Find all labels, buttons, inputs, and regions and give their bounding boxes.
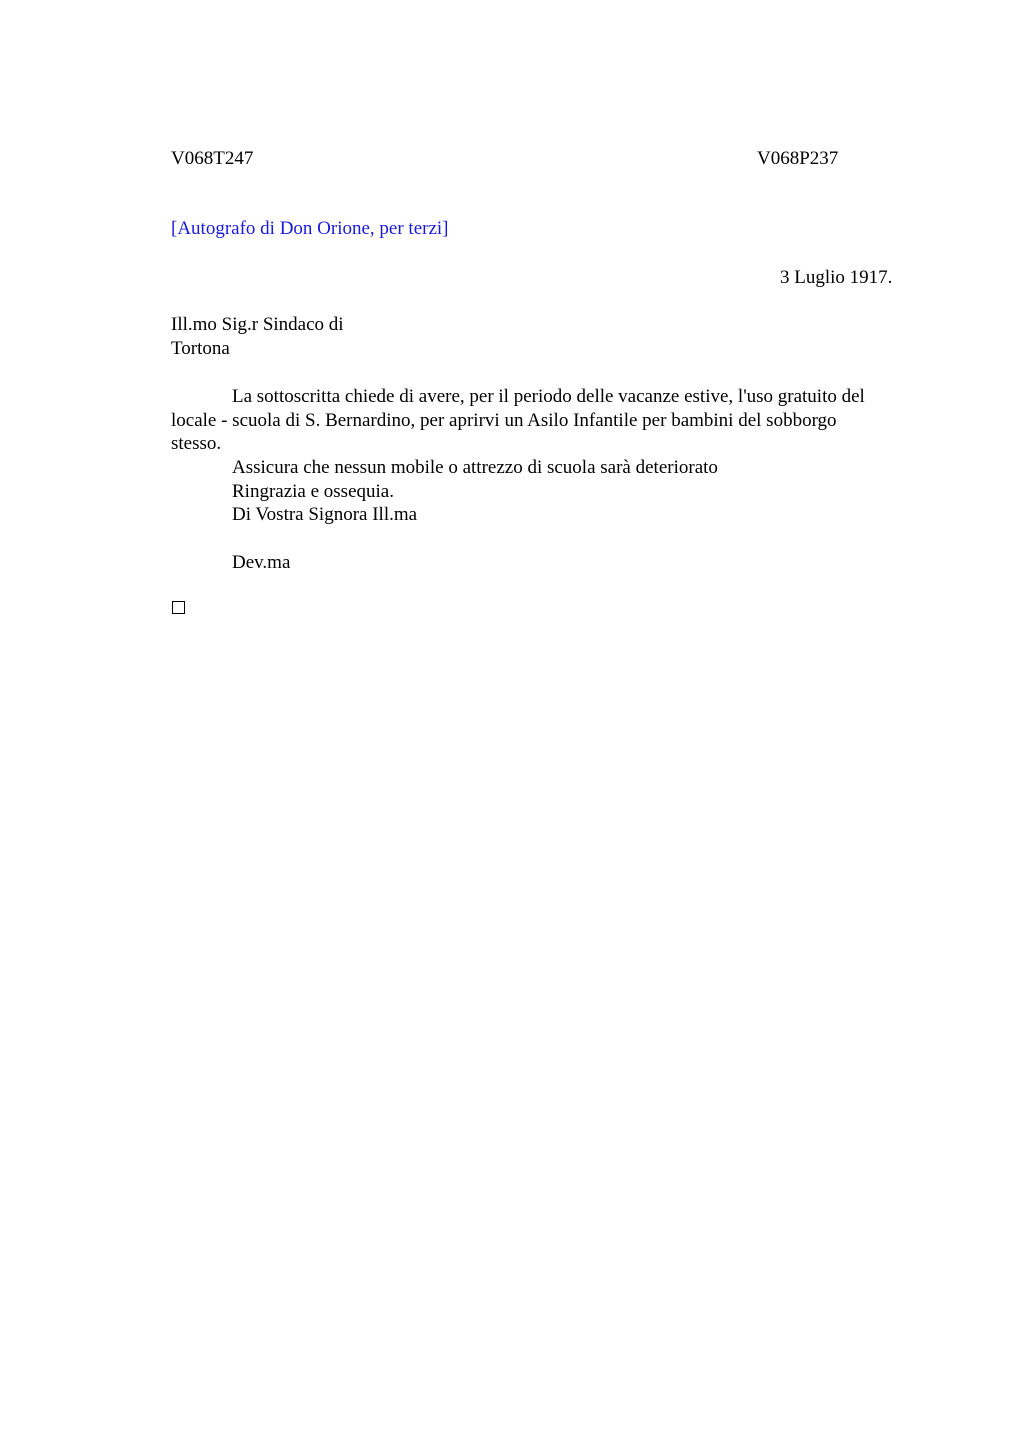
empty-square-icon xyxy=(172,601,185,614)
editorial-note: [Autografo di Don Orione, per terzi] xyxy=(171,218,449,239)
letter-closing: Di Vostra Signora Ill.ma xyxy=(232,504,418,525)
paragraph-line: stesso. xyxy=(171,433,222,454)
paragraph-line: La sottoscritta chiede di avere, per il periodo delle vacanze estive, l'uso gratuito del xyxy=(232,386,865,407)
document-code-right: V068P237 xyxy=(757,148,839,169)
addressee-line-2: Tortona xyxy=(171,338,230,359)
paragraph-line: locale - scuola di S. Bernardino, per aprirvi un Asilo Infantile per bambini del sobborgo xyxy=(171,409,837,431)
letter-signature: Dev.ma xyxy=(232,552,291,573)
document-code-left: V068T247 xyxy=(171,148,254,169)
letter-body-paragraph xyxy=(171,385,923,456)
letter-line-ringrazia: Ringrazia e ossequia. xyxy=(232,481,394,502)
letter-line-assicura: Assicura che nessun mobile o attrezzo di scuola sarà deteriorato xyxy=(232,457,718,478)
addressee-line-1: Ill.mo Sig.r Sindaco di xyxy=(171,314,344,335)
letter-date: 3 Luglio 1917. xyxy=(780,267,893,288)
